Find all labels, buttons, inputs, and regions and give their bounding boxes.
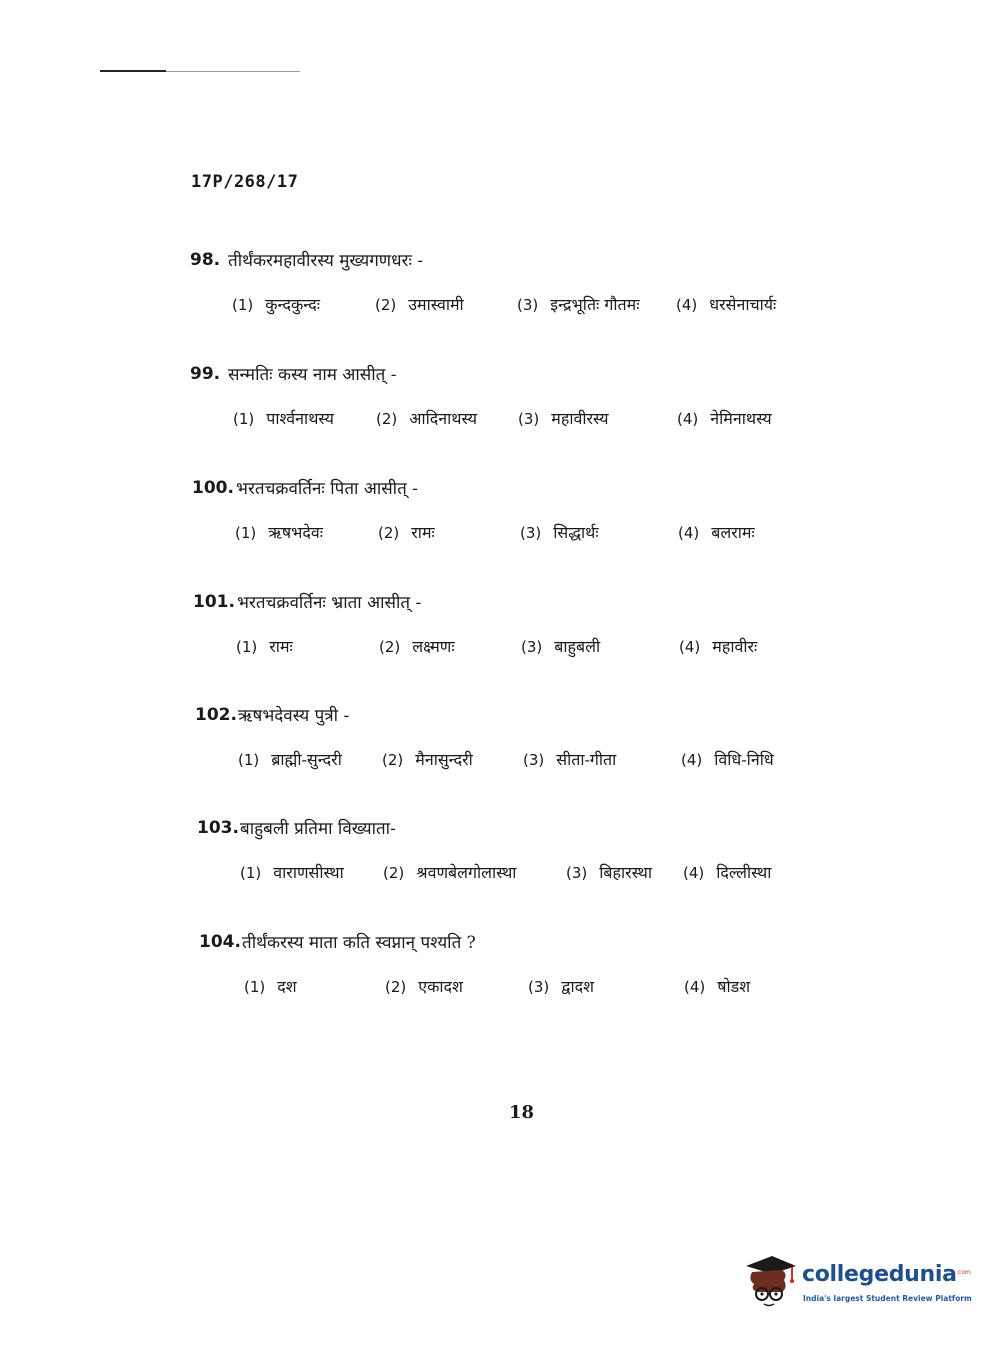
question-number: 98. bbox=[190, 250, 221, 270]
option-number: (2) bbox=[383, 864, 405, 882]
logo-domain-suffix: .com bbox=[956, 1269, 971, 1276]
option-text: उमास्वामी bbox=[408, 295, 464, 314]
option-text: सिद्धार्थः bbox=[553, 523, 599, 542]
option-number: (1) bbox=[240, 864, 262, 882]
option-number: (3) bbox=[521, 638, 543, 656]
logo-tagline: India's largest Student Review Platform bbox=[803, 1294, 972, 1303]
option-text: पार्श्वनाथस्य bbox=[266, 409, 334, 428]
option-number: (2) bbox=[376, 410, 398, 428]
option-text: रामः bbox=[411, 523, 435, 542]
option-text: ब्राह्मी-सुन्दरी bbox=[271, 750, 342, 769]
question-number: 101. bbox=[193, 592, 235, 612]
option-3 bbox=[528, 975, 594, 997]
option-3 bbox=[517, 293, 639, 315]
option-number: (2) bbox=[385, 978, 407, 996]
option-number: (3) bbox=[528, 978, 550, 996]
option-number: (3) bbox=[566, 864, 588, 882]
option-number: (4) bbox=[684, 978, 706, 996]
option-number: (1) bbox=[236, 638, 258, 656]
option-2 bbox=[385, 975, 463, 997]
option-text: सीता-गीता bbox=[556, 750, 617, 769]
option-text: मैनासुन्दरी bbox=[415, 750, 473, 769]
option-text: धरसेनाचार्यः bbox=[709, 295, 777, 314]
question-text: सन्मतिः कस्य नाम आसीत् - bbox=[228, 365, 397, 385]
option-1 bbox=[240, 861, 344, 883]
option-4 bbox=[676, 293, 776, 315]
option-text: दिल्लीस्था bbox=[716, 863, 772, 882]
question-number: 99. bbox=[190, 364, 221, 384]
option-3 bbox=[520, 521, 599, 543]
option-1 bbox=[233, 407, 334, 429]
option-number: (3) bbox=[520, 524, 542, 542]
option-number: (4) bbox=[681, 751, 703, 769]
option-1 bbox=[232, 293, 320, 315]
option-text: एकादश bbox=[418, 977, 463, 996]
option-number: (1) bbox=[235, 524, 257, 542]
option-text: नेमिनाथस्य bbox=[710, 409, 772, 428]
option-4 bbox=[679, 635, 757, 657]
option-3 bbox=[523, 748, 616, 770]
question-number: 104. bbox=[199, 932, 241, 952]
option-1 bbox=[236, 635, 293, 657]
option-text: षोडश bbox=[717, 977, 751, 996]
option-text: रामः bbox=[269, 637, 293, 656]
option-number: (2) bbox=[375, 296, 397, 314]
option-text: लक्ष्मणः bbox=[412, 637, 455, 656]
option-2 bbox=[375, 293, 464, 315]
logo-name: collegedunia bbox=[802, 1262, 957, 1287]
option-3 bbox=[521, 635, 600, 657]
question-text: ऋषभदेवस्य पुत्री - bbox=[238, 706, 350, 726]
option-text: ऋषभदेवः bbox=[268, 523, 324, 542]
option-1 bbox=[235, 521, 323, 543]
option-3 bbox=[518, 407, 609, 429]
mascot-icon bbox=[742, 1250, 798, 1310]
option-text: द्वादश bbox=[561, 977, 594, 996]
option-text: इन्द्रभूतिः गौतमः bbox=[550, 295, 640, 314]
option-number: (1) bbox=[244, 978, 266, 996]
option-number: (1) bbox=[233, 410, 255, 428]
option-number: (4) bbox=[683, 864, 705, 882]
option-text: आदिनाथस्य bbox=[409, 409, 477, 428]
option-number: (4) bbox=[678, 524, 700, 542]
option-2 bbox=[378, 521, 435, 543]
option-text: महावीरः bbox=[712, 637, 758, 656]
question bbox=[0, 932, 1001, 1032]
question-number: 100. bbox=[192, 478, 234, 498]
option-number: (1) bbox=[232, 296, 254, 314]
option-2 bbox=[383, 861, 516, 883]
option-2 bbox=[379, 635, 455, 657]
option-4 bbox=[678, 521, 755, 543]
option-text: दश bbox=[277, 977, 297, 996]
option-2 bbox=[382, 748, 473, 770]
question-number: 102. bbox=[195, 705, 237, 725]
collegedunia-logo bbox=[742, 1248, 982, 1318]
option-text: कुन्दकुन्दः bbox=[265, 295, 320, 314]
option-text: बलरामः bbox=[711, 523, 755, 542]
option-number: (2) bbox=[378, 524, 400, 542]
question-text: भरतचक्रवर्तिनः भ्राता आसीत् - bbox=[237, 593, 422, 613]
option-text: वाराणसीस्था bbox=[273, 863, 344, 882]
question bbox=[0, 592, 1001, 692]
option-text: बिहारस्था bbox=[599, 863, 652, 882]
option-text: श्रवणबेलगोलास्था bbox=[416, 863, 517, 882]
option-number: (3) bbox=[523, 751, 545, 769]
option-4 bbox=[681, 748, 774, 770]
question-text: भरतचक्रवर्तिनः पिता आसीत् - bbox=[236, 479, 418, 499]
question bbox=[0, 364, 1001, 464]
option-4 bbox=[677, 407, 772, 429]
option-number: (2) bbox=[382, 751, 404, 769]
option-1 bbox=[244, 975, 297, 997]
question-number: 103. bbox=[197, 818, 239, 838]
question bbox=[0, 250, 1001, 350]
question-text: तीर्थंकरमहावीरस्य मुख्यगणधरः - bbox=[228, 251, 424, 271]
option-text: बाहुबली bbox=[554, 637, 601, 656]
option-text: महावीरस्य bbox=[551, 409, 609, 428]
option-number: (3) bbox=[518, 410, 540, 428]
question-text: तीर्थंकरस्य माता कति स्वप्नान् पश्यति ? bbox=[242, 933, 476, 953]
option-number: (2) bbox=[379, 638, 401, 656]
option-text: विधि-निधि bbox=[714, 750, 774, 769]
question-text: बाहुबली प्रतिमा विख्याता- bbox=[240, 819, 396, 839]
option-4 bbox=[684, 975, 750, 997]
option-number: (4) bbox=[677, 410, 699, 428]
option-2 bbox=[376, 407, 477, 429]
option-number: (1) bbox=[238, 751, 260, 769]
header-rule-mark bbox=[100, 70, 166, 72]
page-number: 18 bbox=[509, 1102, 535, 1123]
option-number: (4) bbox=[679, 638, 701, 656]
option-number: (3) bbox=[517, 296, 539, 314]
option-3 bbox=[566, 861, 652, 883]
question bbox=[0, 478, 1001, 578]
paper-code: 17P/268/17 bbox=[191, 172, 299, 192]
option-number: (4) bbox=[676, 296, 698, 314]
option-1 bbox=[238, 748, 342, 770]
option-4 bbox=[683, 861, 771, 883]
question bbox=[0, 818, 1001, 918]
question bbox=[0, 705, 1001, 805]
